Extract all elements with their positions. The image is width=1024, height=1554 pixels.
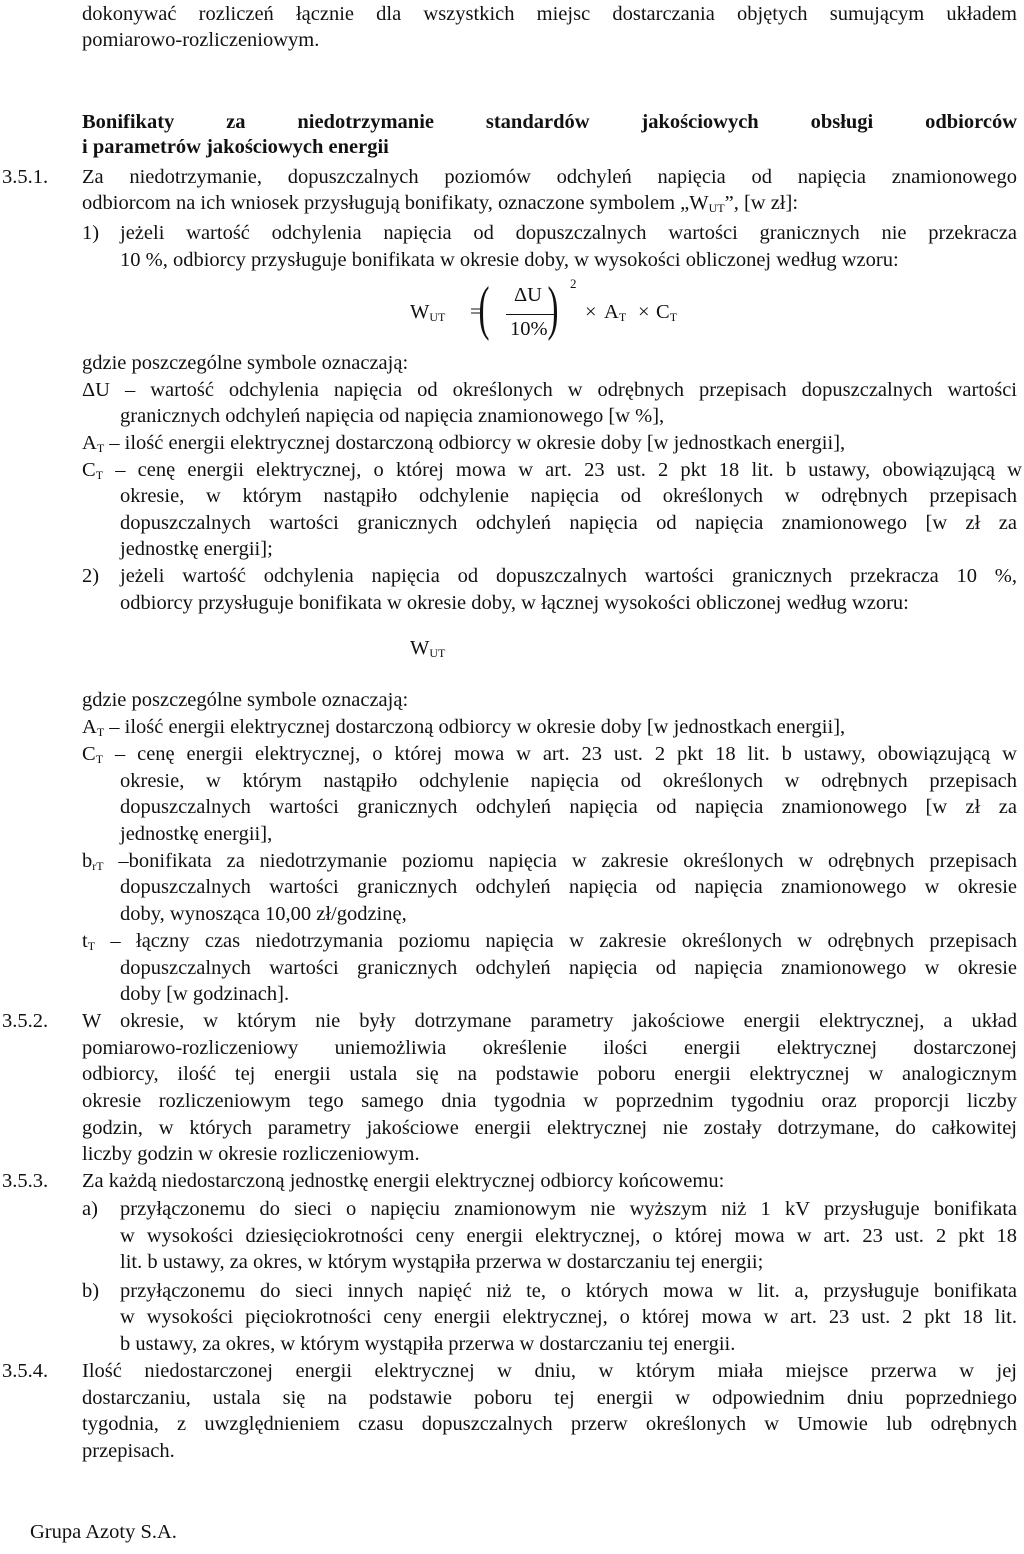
symbols-intro-2: gdzie poszczególne symbole oznaczają: <box>82 689 409 711</box>
tt-definition-line-2: dopuszczalnych wartości granicznych odchyleń napięcia od napięcia znamionowego w okresie <box>120 957 1017 979</box>
section-3-5-1-line-2: odbiorcom na ich wniosek przysługują bonifikaty, oznaczone symbolem $„W_{UT}$”, [w zł]: <box>82 192 799 215</box>
section-3-5-2-line-3: odbiorcy, ilość tej energii ustala się na podstawie poboru energii elektrycznej w analogicznym <box>82 1063 1017 1085</box>
ct-definition-line-1: $C_T$ – cenę energii elektrycznej, o której mowa w art. 23 ust. 2 pkt 18 lit. b ustawy, obowiązującą w <box>82 459 1022 482</box>
section-3-5-2-line-2: pomiarowo-rozliczeniowy uniemożliwia określenie ilości energii elektrycznej dostarczonej <box>82 1037 1017 1059</box>
item-a-line-3: lit. b ustawy, za okres, w którym wystąpiła przerwa w dostarczaniu tej energii; <box>120 1251 764 1273</box>
section-3-5-2-line-4: okresie rozliczeniowym tego samego dnia tygodnia w poprzednim tygodniu oraz proporcji liczby <box>82 1090 1017 1112</box>
item-a-letter: a) <box>82 1198 98 1220</box>
point-1-line-1: jeżeli wartość odchylenia napięcia od dopuszczalnych wartości granicznych nie przekracza <box>120 222 1017 244</box>
footer-company-name: Grupa Azoty S.A. <box>30 1521 177 1543</box>
intro-line-1: dokonywać rozliczeń łącznie dla wszystkich miejsc dostarczania objętych sumującym układem <box>82 3 1017 25</box>
at-definition: $A_T$ – ilość energii elektrycznej dostarczoną odbiorcy w okresie doby [w jednostkach energii], <box>82 432 846 455</box>
point-2-line-1: jeżeli wartość odchylenia napięcia od dopuszczalnych wartości granicznych przekracza 10 %, <box>120 565 1017 587</box>
symbols-intro-1: gdzie poszczególne symbole oznaczają: <box>82 352 409 374</box>
section-3-5-2-line-6: liczby godzin w okresie rozliczeniowym. <box>82 1143 420 1165</box>
section-3-5-4-line-3: tygodnia, z uwzględnieniem czasu dopuszczalnych przerw określonych w Umowie lub odrębnych <box>82 1413 1017 1435</box>
item-b-line-3: b ustawy, za okres, w którym wystąpiła przerwa w dostarczaniu tej energii. <box>120 1333 736 1355</box>
point-2-line-2: odbiorcy przysługuje bonifikata w okresie doby, w łącznej wysokości obliczonej według wzoru: <box>120 592 909 614</box>
section-3-5-2-line-5: godzin, w których parametry jakościowe energii elektrycznej nie zostały dotrzymane, do całkowitej <box>82 1117 1017 1139</box>
section-number-3-5-2: 3.5.2. <box>2 1010 49 1032</box>
delta-u-definition-line-1: ΔU – wartość odchylenia napięcia od określonych w odrębnych przepisach dopuszczalnych wartości <box>82 379 1017 401</box>
ct2-definition-line-4: jednostkę energii], <box>120 823 273 845</box>
brt-definition-line-2: dopuszczalnych wartości granicznych odchyleń napięcia od napięcia znamionowego w okresie <box>120 876 1017 898</box>
section-3-5-4-line-1: Ilość niedostarczonej energii elektrycznej w dniu, w którym miała miejsce przerwa w jej <box>82 1360 1017 1382</box>
section-heading-line-1: Bonifikaty za niedotrzymanie standardów jakościowych obsługi odbiorców <box>82 111 1017 133</box>
item-b-line-1: przyłączonemu do sieci innych napięć niż te, o których mowa w lit. a, przysługuje bonifikata <box>120 1280 1017 1302</box>
ct2-definition-line-3: dopuszczalnych wartości granicznych odchyleń napięcia od napięcia znamionowego [w zł za <box>120 796 1017 818</box>
delta-u-definition-line-2: granicznych odchyleń napięcia od napięcia znamionowego [w %], <box>120 405 665 427</box>
brt-definition-line-3: doby, wynosząca 10,00 zł/godzinę, <box>120 903 407 925</box>
ct-definition-line-2: okresie, w którym nastąpiło odchylenie napięcia od określonych w odrębnych przepisach <box>120 485 1017 507</box>
section-number-3-5-4: 3.5.4. <box>2 1360 49 1382</box>
item-a-line-2: w wysokości dziesięciokrotności ceny energii elektrycznej, o której mowa w art. 23 ust. 2 pkt 18 <box>120 1225 1017 1247</box>
intro-line-2: pomiarowo-rozliczeniowym. <box>82 29 320 51</box>
section-3-5-3-line-1: Za każdą niedostarczoną jednostkę energii elektrycznej odbiorcy końcowemu: <box>82 1170 725 1192</box>
point-1-number: 1) <box>82 222 100 244</box>
section-3-5-4-line-4: przepisach. <box>82 1440 175 1462</box>
section-number-3-5-3: 3.5.3. <box>2 1170 49 1192</box>
brt-definition-line-1: $b_{rT}$ –bonifikata za niedotrzymanie poziomu napięcia w zakresie określonych w odrębnych przepisach <box>82 850 1017 873</box>
at2-definition: $A_T$ – ilość energii elektrycznej dostarczoną odbiorcy w okresie doby [w jednostkach energii], <box>82 716 846 739</box>
section-3-5-2-line-1: W okresie, w którym nie były dotrzymane parametry jakościowe energii elektrycznej, a układ <box>82 1010 1017 1032</box>
section-number-3-5-1: 3.5.1. <box>2 166 49 188</box>
section-heading-line-2: i parametrów jakościowych energii <box>82 136 389 158</box>
item-a-line-1: przyłączonemu do sieci o napięciu znamionowym nie wyższym niż 1 kV przysługuje bonifikata <box>120 1198 1017 1220</box>
item-b-letter: b) <box>82 1280 100 1302</box>
point-2-number: 2) <box>82 565 100 587</box>
point-1-line-2: 10 %, odbiorcy przysługuje bonifikata w okresie doby, w wysokości obliczonej według wzoru: <box>120 249 899 271</box>
item-b-line-2: w wysokości pięciokrotności ceny energii elektrycznej, o której mowa w art. 23 ust. 2 pkt 18 lit. <box>120 1306 1017 1328</box>
tt-definition-line-1: $t_T$ – łączny czas niedotrzymania poziomu napięcia w zakresie określonych w odrębnych przepisach <box>82 930 1017 953</box>
ct2-definition-line-1: $C_T$ – cenę energii elektrycznej, o której mowa w art. 23 ust. 2 pkt 18 lit. b ustawy, obowiązującą w <box>82 743 1017 766</box>
formula-1: $W_{UT}$ = ( ΔU 10% ) 2 × $A_T$ × $C_T$ <box>410 275 678 341</box>
tt-definition-line-3: doby [w godzinach]. <box>120 983 290 1005</box>
section-3-5-1-line-1: Za niedotrzymanie, dopuszczalnych poziomów odchyleń napięcia od napięcia znamionowego <box>82 166 1017 188</box>
ct-definition-line-4: jednostkę energii]; <box>120 538 273 560</box>
section-3-5-4-line-2: dostarczaniu, ustala się na podstawie poboru tej energii w odpowiednim dniu poprzedniego <box>82 1387 1017 1409</box>
ct2-definition-line-2: okresie, w którym nastąpiło odchylenie napięcia od określonych w odrębnych przepisach <box>120 770 1017 792</box>
formula-2: $W_{UT}$ <box>410 637 446 660</box>
ct-definition-line-3: dopuszczalnych wartości granicznych odchyleń napięcia od napięcia znamionowego [w zł za <box>120 512 1017 534</box>
